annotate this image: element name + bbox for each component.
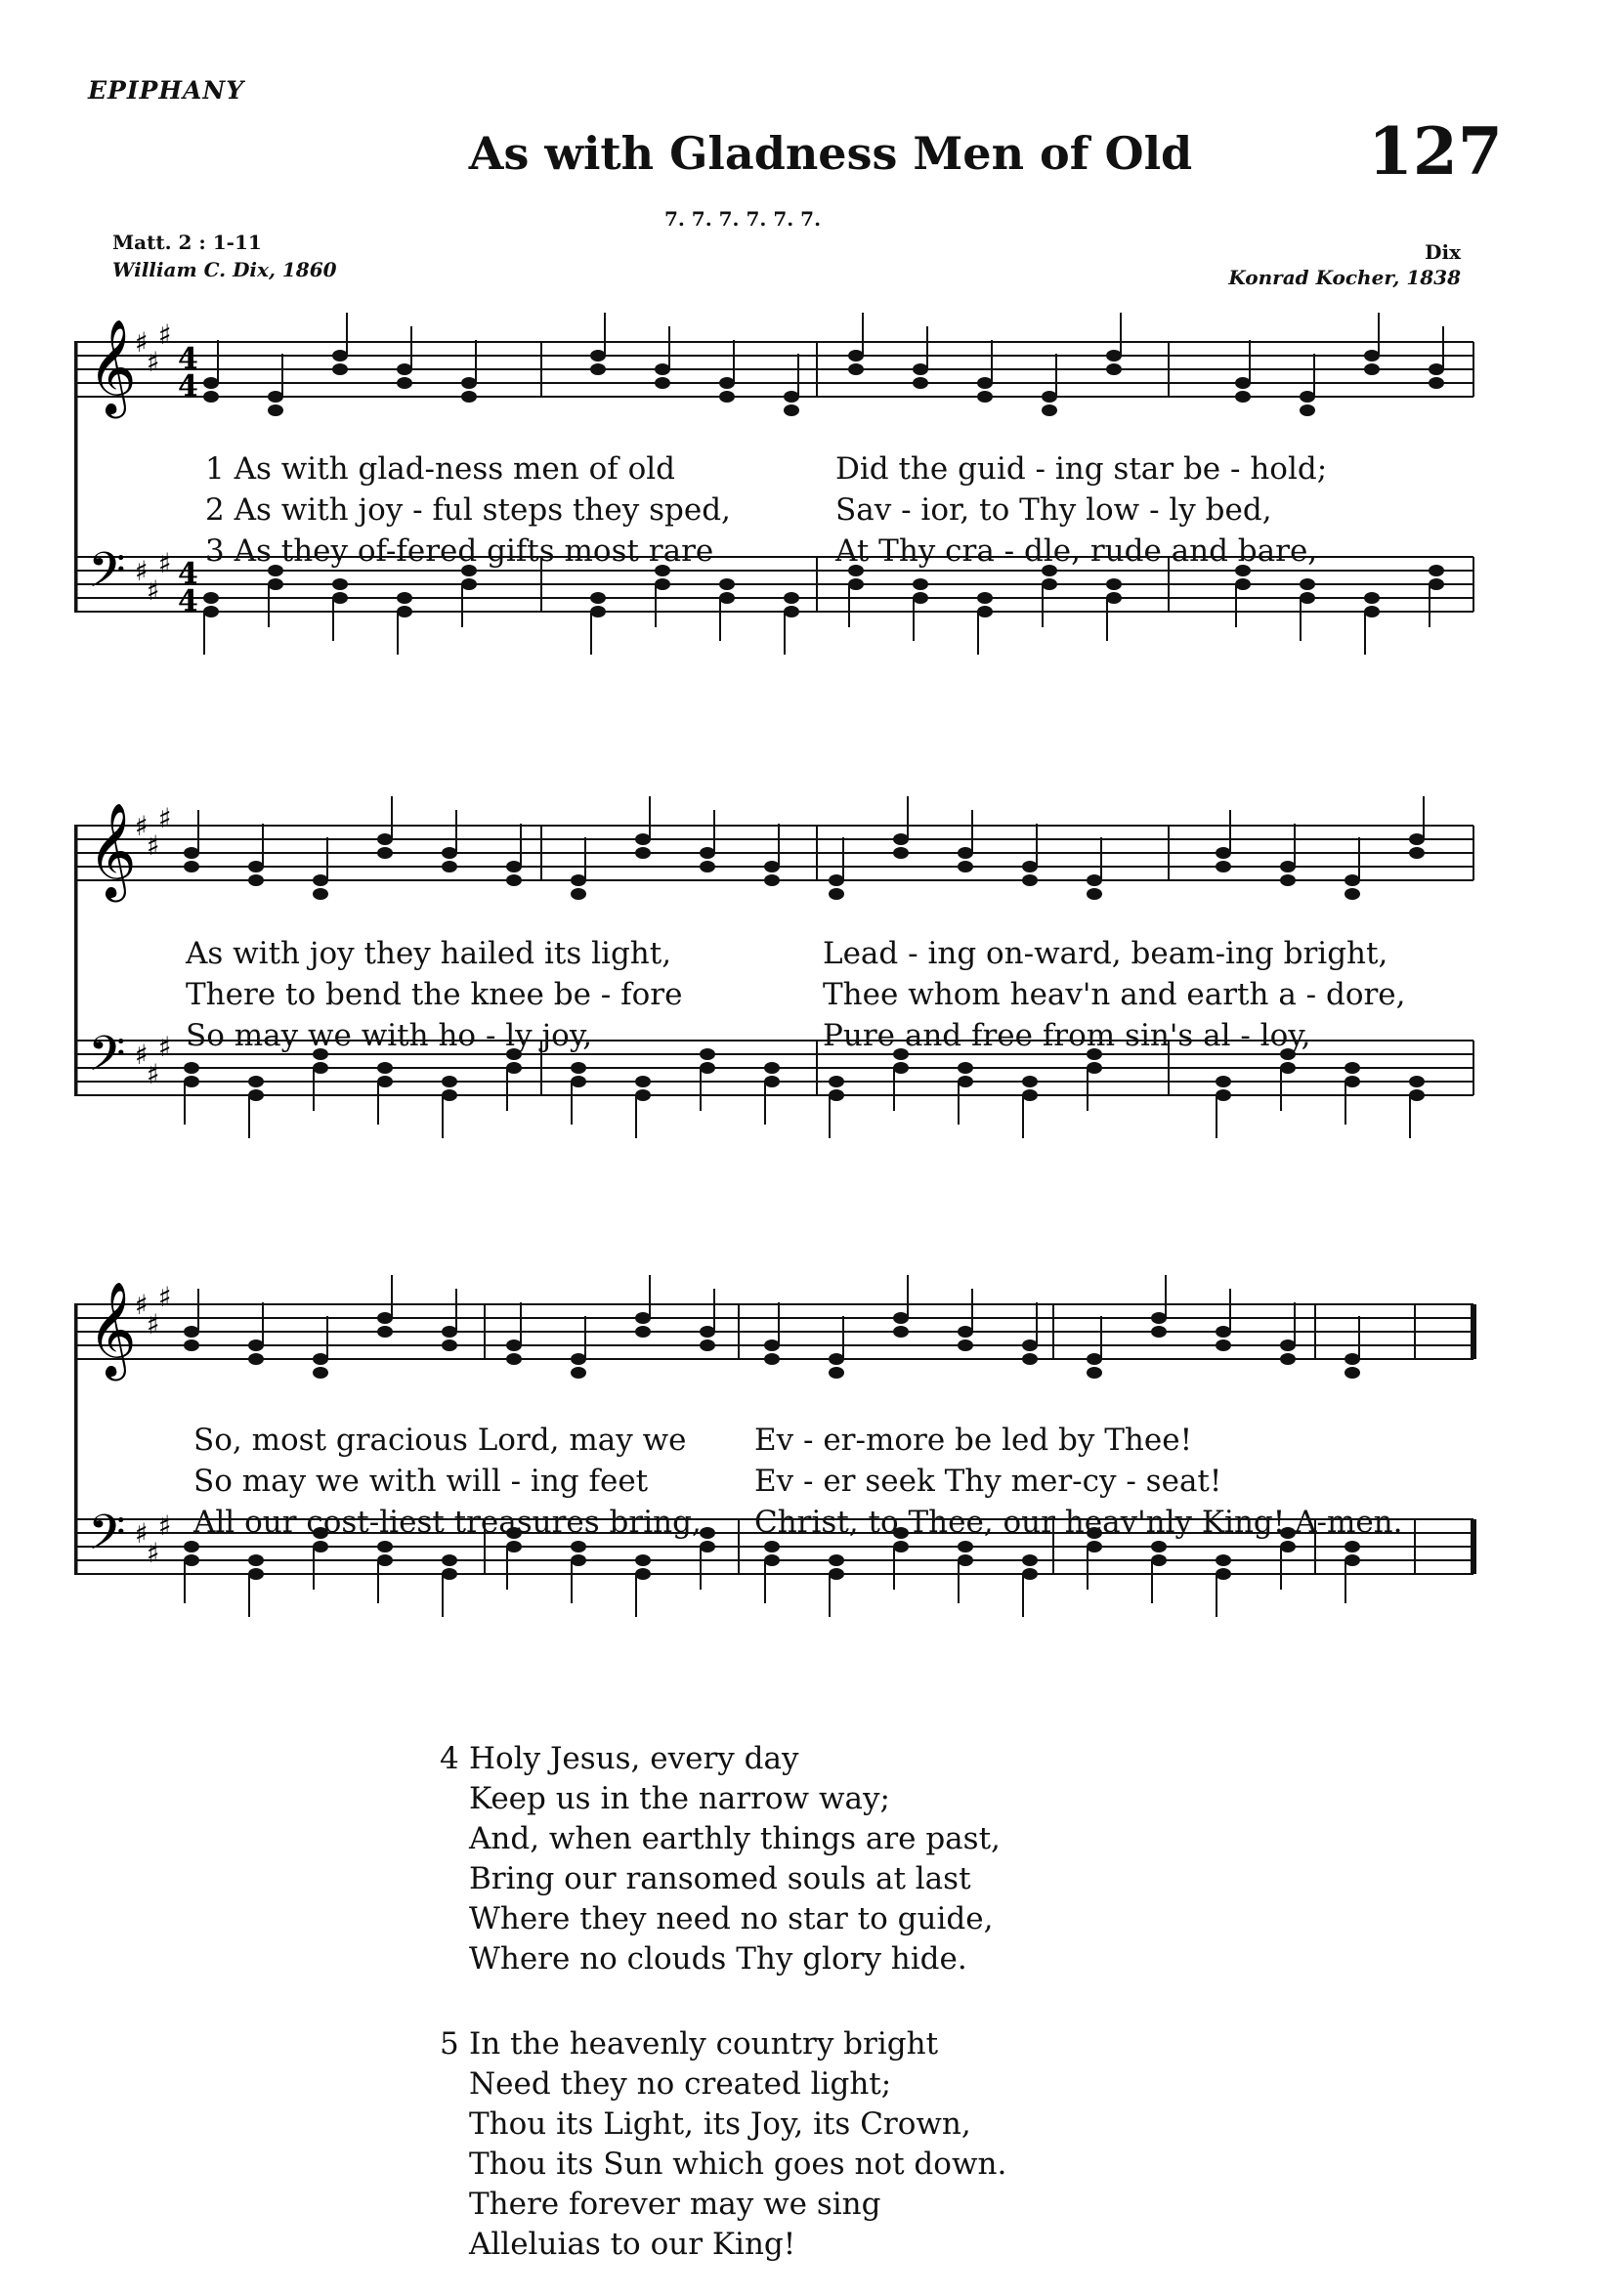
notehead	[1151, 1541, 1167, 1552]
notehead	[719, 391, 735, 403]
notehead	[1345, 874, 1360, 886]
notehead	[1300, 592, 1315, 604]
stanza-line: Keep us in the narrow way;	[469, 1781, 890, 1816]
notehead	[1087, 888, 1102, 900]
sharp-icon: ♯	[158, 1509, 172, 1542]
notehead	[977, 377, 993, 389]
notehead	[1409, 847, 1425, 859]
stanza-line: Where no clouds Thy glory hide.	[469, 1941, 967, 1977]
notehead	[719, 377, 735, 389]
notehead	[700, 1339, 715, 1351]
notehead	[1216, 1554, 1231, 1566]
notehead	[958, 861, 973, 872]
notehead	[1106, 592, 1122, 604]
notehead	[1106, 350, 1122, 361]
notehead	[184, 1076, 199, 1087]
notehead	[571, 1062, 586, 1074]
notehead	[248, 874, 264, 886]
stanza-line: And, when earthly things are past,	[469, 1821, 1001, 1856]
notehead	[784, 391, 799, 403]
sharp-icon: ♯	[135, 810, 149, 842]
notehead	[442, 847, 457, 859]
sharp-icon: ♯	[147, 1308, 160, 1340]
notehead	[1042, 578, 1057, 590]
notehead	[377, 1326, 393, 1338]
notehead	[1087, 874, 1102, 886]
notehead	[377, 833, 393, 845]
lyric-line: So, most gracious Lord, may we	[193, 1423, 687, 1458]
notehead	[1151, 1326, 1167, 1338]
notehead	[313, 1353, 328, 1365]
sharp-icon: ♯	[135, 1289, 149, 1321]
notehead	[313, 888, 328, 900]
sharp-icon: ♯	[158, 319, 172, 351]
notehead	[184, 1541, 199, 1552]
notehead	[958, 1554, 973, 1566]
sharp-icon: ♯	[135, 1039, 149, 1071]
notehead	[635, 1326, 651, 1338]
notehead	[764, 1541, 780, 1552]
notehead	[248, 1089, 264, 1101]
notehead	[977, 592, 993, 604]
notehead	[1151, 1554, 1167, 1566]
stanza-line: Where they need no star to guide,	[469, 1901, 994, 1936]
notehead	[700, 847, 715, 859]
notehead	[913, 363, 928, 375]
notehead	[1087, 1062, 1102, 1074]
sharp-icon: ♯	[147, 574, 160, 607]
stanza-line: Alleluias to our King!	[469, 2227, 796, 2262]
lyric-line: So may we with ho - ly joy,	[186, 1018, 593, 1053]
notehead	[1280, 1541, 1296, 1552]
lyric-line: Did the guid - ing star be - hold;	[835, 451, 1328, 487]
notehead	[442, 861, 457, 872]
notehead	[1345, 1541, 1360, 1552]
notehead	[893, 833, 909, 845]
notehead	[1106, 578, 1122, 590]
notehead	[590, 606, 606, 617]
stanza-line: Bring our ransomed souls at last	[469, 1861, 971, 1896]
notehead	[1087, 1353, 1102, 1365]
stanza-line: There forever may we sing	[469, 2187, 881, 2222]
time-signature: 4	[178, 342, 198, 376]
notehead	[848, 350, 864, 361]
notehead	[977, 391, 993, 403]
notehead	[958, 847, 973, 859]
notehead	[1364, 350, 1380, 361]
notehead	[700, 1541, 715, 1552]
notehead	[1300, 391, 1315, 403]
stanza-line: 4 Holy Jesus, every day	[440, 1741, 799, 1776]
notehead	[506, 1541, 522, 1552]
hymn-number: 127	[1368, 113, 1503, 190]
notehead	[764, 1076, 780, 1087]
notehead	[655, 363, 670, 375]
notehead	[397, 606, 412, 617]
treble-clef-icon: 𝄞	[88, 319, 137, 414]
notehead	[635, 1554, 651, 1566]
notehead	[1022, 1076, 1038, 1087]
notehead	[571, 1541, 586, 1552]
notehead	[571, 1367, 586, 1379]
sharp-icon: ♯	[135, 1517, 149, 1550]
notehead	[1022, 1554, 1038, 1566]
notehead	[1280, 861, 1296, 872]
notehead	[1151, 1312, 1167, 1324]
notehead	[332, 592, 348, 604]
notehead	[313, 1367, 328, 1379]
notehead	[1216, 847, 1231, 859]
notehead	[1364, 592, 1380, 604]
notehead	[248, 1076, 264, 1087]
notehead	[1022, 1568, 1038, 1580]
notehead	[1022, 1339, 1038, 1351]
notehead	[1216, 1089, 1231, 1101]
notehead	[784, 606, 799, 617]
notehead	[1022, 874, 1038, 886]
bass-clef-icon: 𝄢	[88, 1026, 126, 1094]
treble-clef-icon: 𝄞	[88, 1281, 137, 1377]
notehead	[655, 377, 670, 389]
notehead	[377, 1554, 393, 1566]
notehead	[313, 1062, 328, 1074]
notehead	[958, 1339, 973, 1351]
notehead	[829, 1089, 844, 1101]
notehead	[397, 592, 412, 604]
notehead	[461, 377, 477, 389]
notehead	[913, 377, 928, 389]
notehead	[829, 1568, 844, 1580]
sharp-icon: ♯	[147, 1537, 160, 1569]
notehead	[784, 592, 799, 604]
notehead	[958, 1062, 973, 1074]
stanza-5	[440, 2024, 1006, 2265]
notehead	[506, 1339, 522, 1351]
stanza-4	[440, 1739, 1001, 1979]
notehead	[893, 847, 909, 859]
notehead	[1409, 833, 1425, 845]
notehead	[958, 1326, 973, 1338]
notehead	[268, 404, 283, 416]
notehead	[1429, 565, 1444, 576]
sharp-icon: ♯	[158, 547, 172, 579]
notehead	[442, 1568, 457, 1580]
notehead	[461, 578, 477, 590]
tune-name: Dix	[1425, 240, 1461, 264]
notehead	[1042, 391, 1057, 403]
notehead	[442, 1089, 457, 1101]
notehead	[1345, 1554, 1360, 1566]
notehead	[571, 1076, 586, 1087]
notehead	[1364, 363, 1380, 375]
hymn-title: As with Gladness Men of Old	[468, 127, 1193, 180]
treble-clef-icon: 𝄞	[88, 802, 137, 898]
notehead	[635, 1312, 651, 1324]
notehead	[184, 1339, 199, 1351]
notehead	[764, 874, 780, 886]
notehead	[332, 363, 348, 375]
notehead	[893, 1312, 909, 1324]
lyric-line: Sav - ior, to Thy low - ly bed,	[835, 492, 1272, 528]
notehead	[1345, 1353, 1360, 1365]
notehead	[893, 1062, 909, 1074]
notehead	[848, 363, 864, 375]
notehead	[377, 1541, 393, 1552]
meter: 7. 7. 7. 7. 7. 7.	[663, 207, 822, 231]
notehead	[442, 1339, 457, 1351]
notehead	[719, 578, 735, 590]
notehead	[1235, 377, 1251, 389]
text-author: William C. Dix, 1860	[112, 258, 337, 281]
notehead	[248, 861, 264, 872]
notehead	[1300, 404, 1315, 416]
notehead	[829, 1353, 844, 1365]
time-signature: 4	[178, 584, 198, 618]
notehead	[893, 1541, 909, 1552]
notehead	[377, 1076, 393, 1087]
time-signature: 4	[178, 557, 198, 591]
notehead	[506, 1062, 522, 1074]
notehead	[700, 1062, 715, 1074]
lyric-line: All our cost-liest treasures bring,	[193, 1505, 702, 1540]
notehead	[248, 1339, 264, 1351]
notehead	[700, 1326, 715, 1338]
lyric-line: There to bend the knee be - fore	[186, 977, 683, 1012]
notehead	[893, 1326, 909, 1338]
notehead	[184, 1062, 199, 1074]
notehead	[248, 1568, 264, 1580]
notehead	[1364, 606, 1380, 617]
notehead	[184, 1554, 199, 1566]
bass-clef-icon: 𝄢	[88, 542, 126, 611]
notehead	[377, 1062, 393, 1074]
tune-composer: Konrad Kocher, 1838	[1228, 266, 1461, 289]
section-label: EPIPHANY	[88, 76, 245, 105]
notehead	[635, 1568, 651, 1580]
notehead	[784, 404, 799, 416]
notehead	[635, 1076, 651, 1087]
notehead	[1345, 888, 1360, 900]
notehead	[203, 592, 219, 604]
sharp-icon: ♯	[147, 829, 160, 862]
notehead	[1345, 1076, 1360, 1087]
notehead	[332, 350, 348, 361]
notehead	[397, 377, 412, 389]
notehead	[313, 1541, 328, 1552]
notehead	[377, 1312, 393, 1324]
notehead	[1042, 404, 1057, 416]
notehead	[1235, 391, 1251, 403]
lyric-line: 1 As with glad-ness men of old	[205, 451, 675, 487]
notehead	[590, 592, 606, 604]
notehead	[1216, 1076, 1231, 1087]
notehead	[442, 1076, 457, 1087]
scripture-reference: Matt. 2 : 1-11	[112, 231, 262, 254]
notehead	[700, 1048, 715, 1060]
notehead	[203, 391, 219, 403]
notehead	[913, 592, 928, 604]
lyric-line: So may we with will - ing feet	[193, 1464, 649, 1499]
notehead	[655, 578, 670, 590]
notehead	[377, 847, 393, 859]
notehead	[1409, 1076, 1425, 1087]
notehead	[184, 847, 199, 859]
notehead	[397, 363, 412, 375]
notehead	[506, 861, 522, 872]
notehead	[442, 1554, 457, 1566]
notehead	[1345, 1367, 1360, 1379]
notehead	[248, 1353, 264, 1365]
notehead	[1429, 578, 1444, 590]
notehead	[635, 847, 651, 859]
notehead	[332, 578, 348, 590]
notehead	[1106, 363, 1122, 375]
sharp-icon: ♯	[147, 346, 160, 378]
notehead	[590, 350, 606, 361]
notehead	[461, 391, 477, 403]
notehead	[184, 861, 199, 872]
notehead	[764, 861, 780, 872]
lyric-line: Pure and free from sin's al - loy,	[823, 1018, 1311, 1053]
time-signature: 4	[178, 369, 198, 404]
notehead	[635, 833, 651, 845]
notehead	[268, 391, 283, 403]
notehead	[1345, 1062, 1360, 1074]
notehead	[764, 1554, 780, 1566]
lyric-line: As with joy they hailed its light,	[186, 936, 672, 971]
notehead	[829, 1076, 844, 1087]
notehead	[590, 363, 606, 375]
notehead	[764, 1353, 780, 1365]
notehead	[506, 1353, 522, 1365]
notehead	[1022, 1089, 1038, 1101]
notehead	[913, 578, 928, 590]
stanza-line: Thou its Sun which goes not down.	[469, 2147, 1007, 2182]
notehead	[571, 888, 586, 900]
lyric-line: 2 As with joy - ful steps they sped,	[205, 492, 731, 528]
notehead	[1280, 1353, 1296, 1365]
sharp-icon: ♯	[135, 555, 149, 587]
notehead	[571, 874, 586, 886]
notehead	[268, 578, 283, 590]
notehead	[1280, 1062, 1296, 1074]
lyric-line: Lead - ing on-ward, beam-ing bright,	[823, 936, 1388, 971]
notehead	[203, 377, 219, 389]
notehead	[1280, 1339, 1296, 1351]
notehead	[719, 592, 735, 604]
notehead	[829, 888, 844, 900]
notehead	[958, 1541, 973, 1552]
lyric-line: Thee whom heav'n and earth a - dore,	[823, 977, 1406, 1012]
notehead	[1235, 578, 1251, 590]
notehead	[635, 1089, 651, 1101]
lyric-line: At Thy cra - dle, rude and bare,	[835, 533, 1318, 569]
sharp-icon: ♯	[158, 802, 172, 834]
notehead	[700, 861, 715, 872]
notehead	[1022, 1353, 1038, 1365]
sharp-icon: ♯	[158, 1031, 172, 1063]
notehead	[977, 606, 993, 617]
notehead	[1280, 874, 1296, 886]
bass-clef-icon: 𝄢	[88, 1505, 126, 1573]
notehead	[1429, 377, 1444, 389]
notehead	[1087, 1367, 1102, 1379]
stanza-line: 5 In the heavenly country bright	[440, 2026, 939, 2062]
notehead	[571, 1554, 586, 1566]
notehead	[700, 1527, 715, 1539]
notehead	[442, 1326, 457, 1338]
notehead	[829, 874, 844, 886]
notehead	[764, 1339, 780, 1351]
notehead	[764, 1062, 780, 1074]
notehead	[1216, 1326, 1231, 1338]
notehead	[1409, 1089, 1425, 1101]
notehead	[1022, 861, 1038, 872]
notehead	[848, 578, 864, 590]
stanza-line: Need they no created light;	[469, 2066, 892, 2102]
notehead	[184, 1326, 199, 1338]
lyric-line: 3 As they of-fered gifts most rare	[205, 533, 714, 569]
notehead	[1216, 1339, 1231, 1351]
notehead	[1216, 861, 1231, 872]
sharp-icon: ♯	[135, 326, 149, 359]
notehead	[203, 606, 219, 617]
notehead	[571, 1353, 586, 1365]
sharp-icon: ♯	[147, 1058, 160, 1090]
lyric-line: Christ, to Thee, our heav'nly King! A-men.	[754, 1505, 1403, 1540]
sharp-icon: ♯	[158, 1281, 172, 1313]
notehead	[829, 1367, 844, 1379]
notehead	[1429, 363, 1444, 375]
notehead	[1087, 1541, 1102, 1552]
notehead	[506, 874, 522, 886]
lyric-line: Ev - er-more be led by Thee!	[754, 1423, 1193, 1458]
notehead	[829, 1554, 844, 1566]
stanza-line: Thou its Light, its Joy, its Crown,	[469, 2106, 971, 2142]
notehead	[1216, 1568, 1231, 1580]
notehead	[1300, 578, 1315, 590]
notehead	[313, 874, 328, 886]
lyric-line: Ev - er seek Thy mer-cy - seat!	[754, 1464, 1222, 1499]
notehead	[248, 1554, 264, 1566]
notehead	[958, 1076, 973, 1087]
